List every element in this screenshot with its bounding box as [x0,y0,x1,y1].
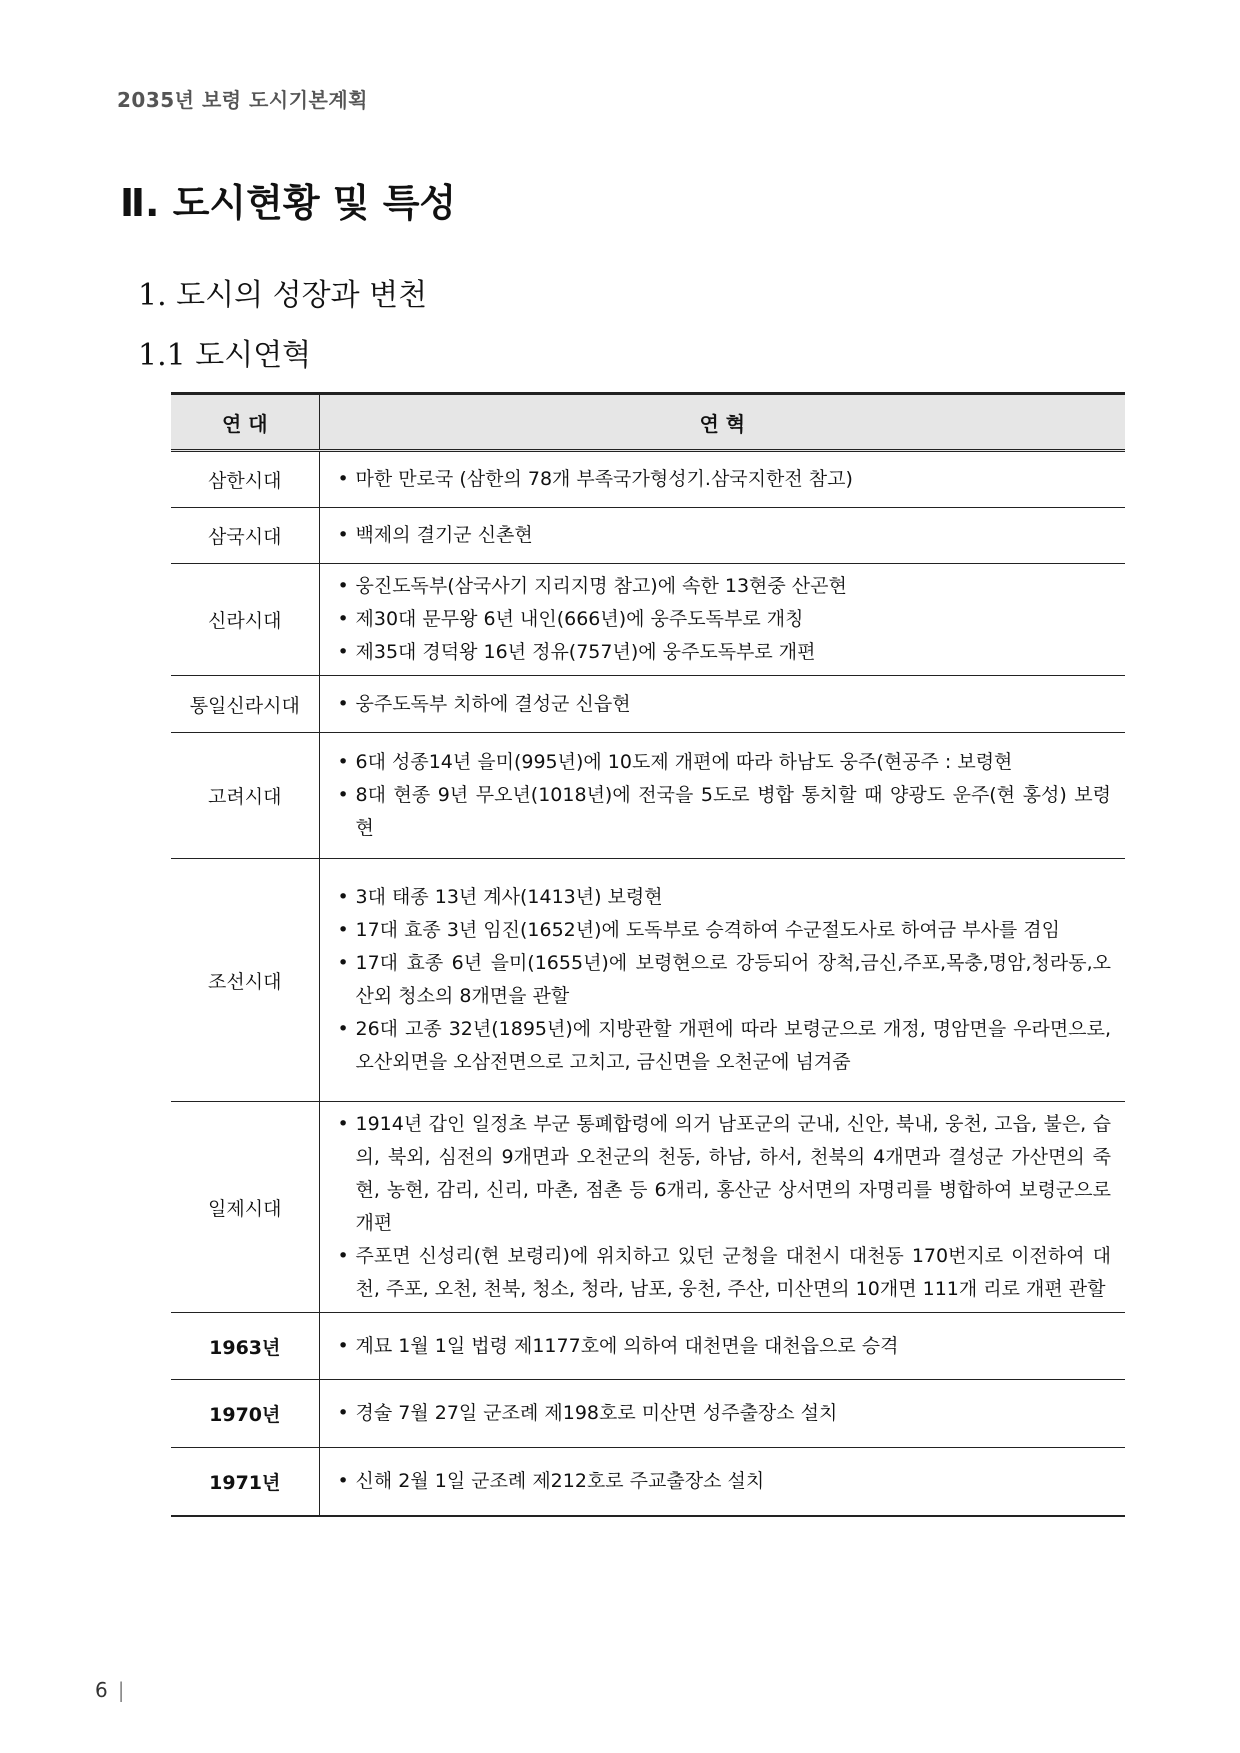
history-cell [319,733,1125,859]
list-item: • 경술 7월 27일 군조례 제198호로 미산면 성주출장소 설치 [338,1397,1112,1430]
list-item: • 제35대 경덕왕 16년 정유(757년)에 웅주도독부로 개편 [338,636,1112,669]
era-cell: 1971년 [171,1448,319,1516]
history-cell [319,451,1125,508]
page-footer [95,1678,124,1702]
era-cell: 조선시대 [171,859,319,1102]
table-row [171,451,1125,508]
chapter-title: Ⅱ. 도시현황 및 특성 [120,181,457,225]
list-item: • 마한 만로국 (삼한의 78개 부족국가형성기.삼국지한전 참고) [338,463,1112,496]
history-list [320,457,1126,502]
history-cell [319,508,1125,564]
table-row [171,676,1125,733]
list-item: • 신해 2월 1일 군조례 제212호로 주교출장소 설치 [338,1465,1112,1498]
era-cell: 고려시대 [171,733,319,859]
footer-separator: | [117,1678,125,1702]
history-table [171,392,1125,1517]
list-item: • 웅진도독부(삼국사기 지리지명 참고)에 속한 13현중 산곤현 [338,570,1112,603]
history-cell [319,1102,1125,1313]
table-header-row [171,394,1125,451]
table-row [171,1380,1125,1448]
section-title: 1. 도시의 성장과 변천 [138,278,428,313]
history-cell [319,1313,1125,1380]
history-cell [319,859,1125,1102]
list-item: • 제30대 문무왕 6년 내인(666년)에 웅주도독부로 개칭 [338,603,1112,636]
list-item: • 26대 고종 32년(1895년)에 지방관할 개편에 따라 보령군으로 개정, 명암면을 우라면으로, 오산외면을 오삼전면으로 고치고, 금신면을 오천군에 넘겨줌 [338,1013,1112,1079]
list-item: • 웅주도독부 치하에 결성군 신읍현 [338,688,1112,721]
list-item: • 17대 효종 6년 을미(1655년)에 보령현으로 강등되어 장척,금신,주포,목충,명암,청라동,오산외 청소의 8개면을 관할 [338,947,1112,1013]
history-list [320,682,1126,727]
list-item: • 백제의 결기군 신촌현 [338,519,1112,552]
header-history: 연 혁 [319,394,1125,451]
era-cell: 1970년 [171,1380,319,1448]
list-item: • 17대 효종 3년 임진(1652년)에 도독부로 승격하여 수군절도사로 하여금 부사를 겸임 [338,914,1112,947]
era-cell: 삼한시대 [171,451,319,508]
history-cell [319,1448,1125,1516]
subsection-title: 1.1 도시연혁 [138,338,312,373]
era-cell: 1963년 [171,1313,319,1380]
era-cell: 일제시대 [171,1102,319,1313]
history-cell [319,564,1125,676]
table-row [171,564,1125,676]
table-row [171,733,1125,859]
history-list [320,875,1126,1085]
table-row [171,508,1125,564]
history-list [320,1102,1126,1312]
history-list [320,564,1126,675]
era-cell: 통일신라시대 [171,676,319,733]
era-cell: 신라시대 [171,564,319,676]
list-item: • 1914년 갑인 일정초 부군 통폐합령에 의거 남포군의 군내, 신안, 북내, 웅천, 고읍, 불은, 습의, 북외, 심전의 9개면과 오천군의 천동, 하남, 하서, 천북의 4개면과 결성군 가산면의 죽현, 농현, 감리, 신리, 마촌, 점촌 등 6개리, 홍산군 상서면의 자명리를 병합하여 보령군으로 개편 [338,1108,1112,1240]
table-row [171,1448,1125,1516]
history-cell [319,676,1125,733]
list-item: • 3대 태종 13년 계사(1413년) 보령현 [338,881,1112,914]
list-item: • 계묘 1월 1일 법령 제1177호에 의하여 대천면을 대천읍으로 승격 [338,1330,1112,1363]
table-row [171,859,1125,1102]
table-row [171,1102,1125,1313]
era-cell: 삼국시대 [171,508,319,564]
history-list [320,1324,1126,1369]
page-number: 6 [95,1678,108,1702]
history-list [320,1459,1126,1504]
table-row [171,1313,1125,1380]
list-item: • 6대 성종14년 을미(995년)에 10도제 개편에 따라 하남도 웅주(현공주 : 보령현 [338,746,1112,779]
header-era: 연 대 [171,394,319,451]
history-list [320,513,1126,558]
list-item: • 8대 현종 9년 무오년(1018년)에 전국을 5도로 병합 통치할 때 양광도 운주(현 홍성) 보령현 [338,779,1112,845]
document-header: 2035년 보령 도시기본계획 [117,88,368,112]
history-cell [319,1380,1125,1448]
history-list [320,740,1126,851]
history-list [320,1391,1126,1436]
list-item: • 주포면 신성리(현 보령리)에 위치하고 있던 군청을 대천시 대천동 170번지로 이전하여 대천, 주포, 오천, 천북, 청소, 청라, 남포, 웅천, 주산, 미산면의 10개면 111개 리로 개편 관할 [338,1240,1112,1306]
